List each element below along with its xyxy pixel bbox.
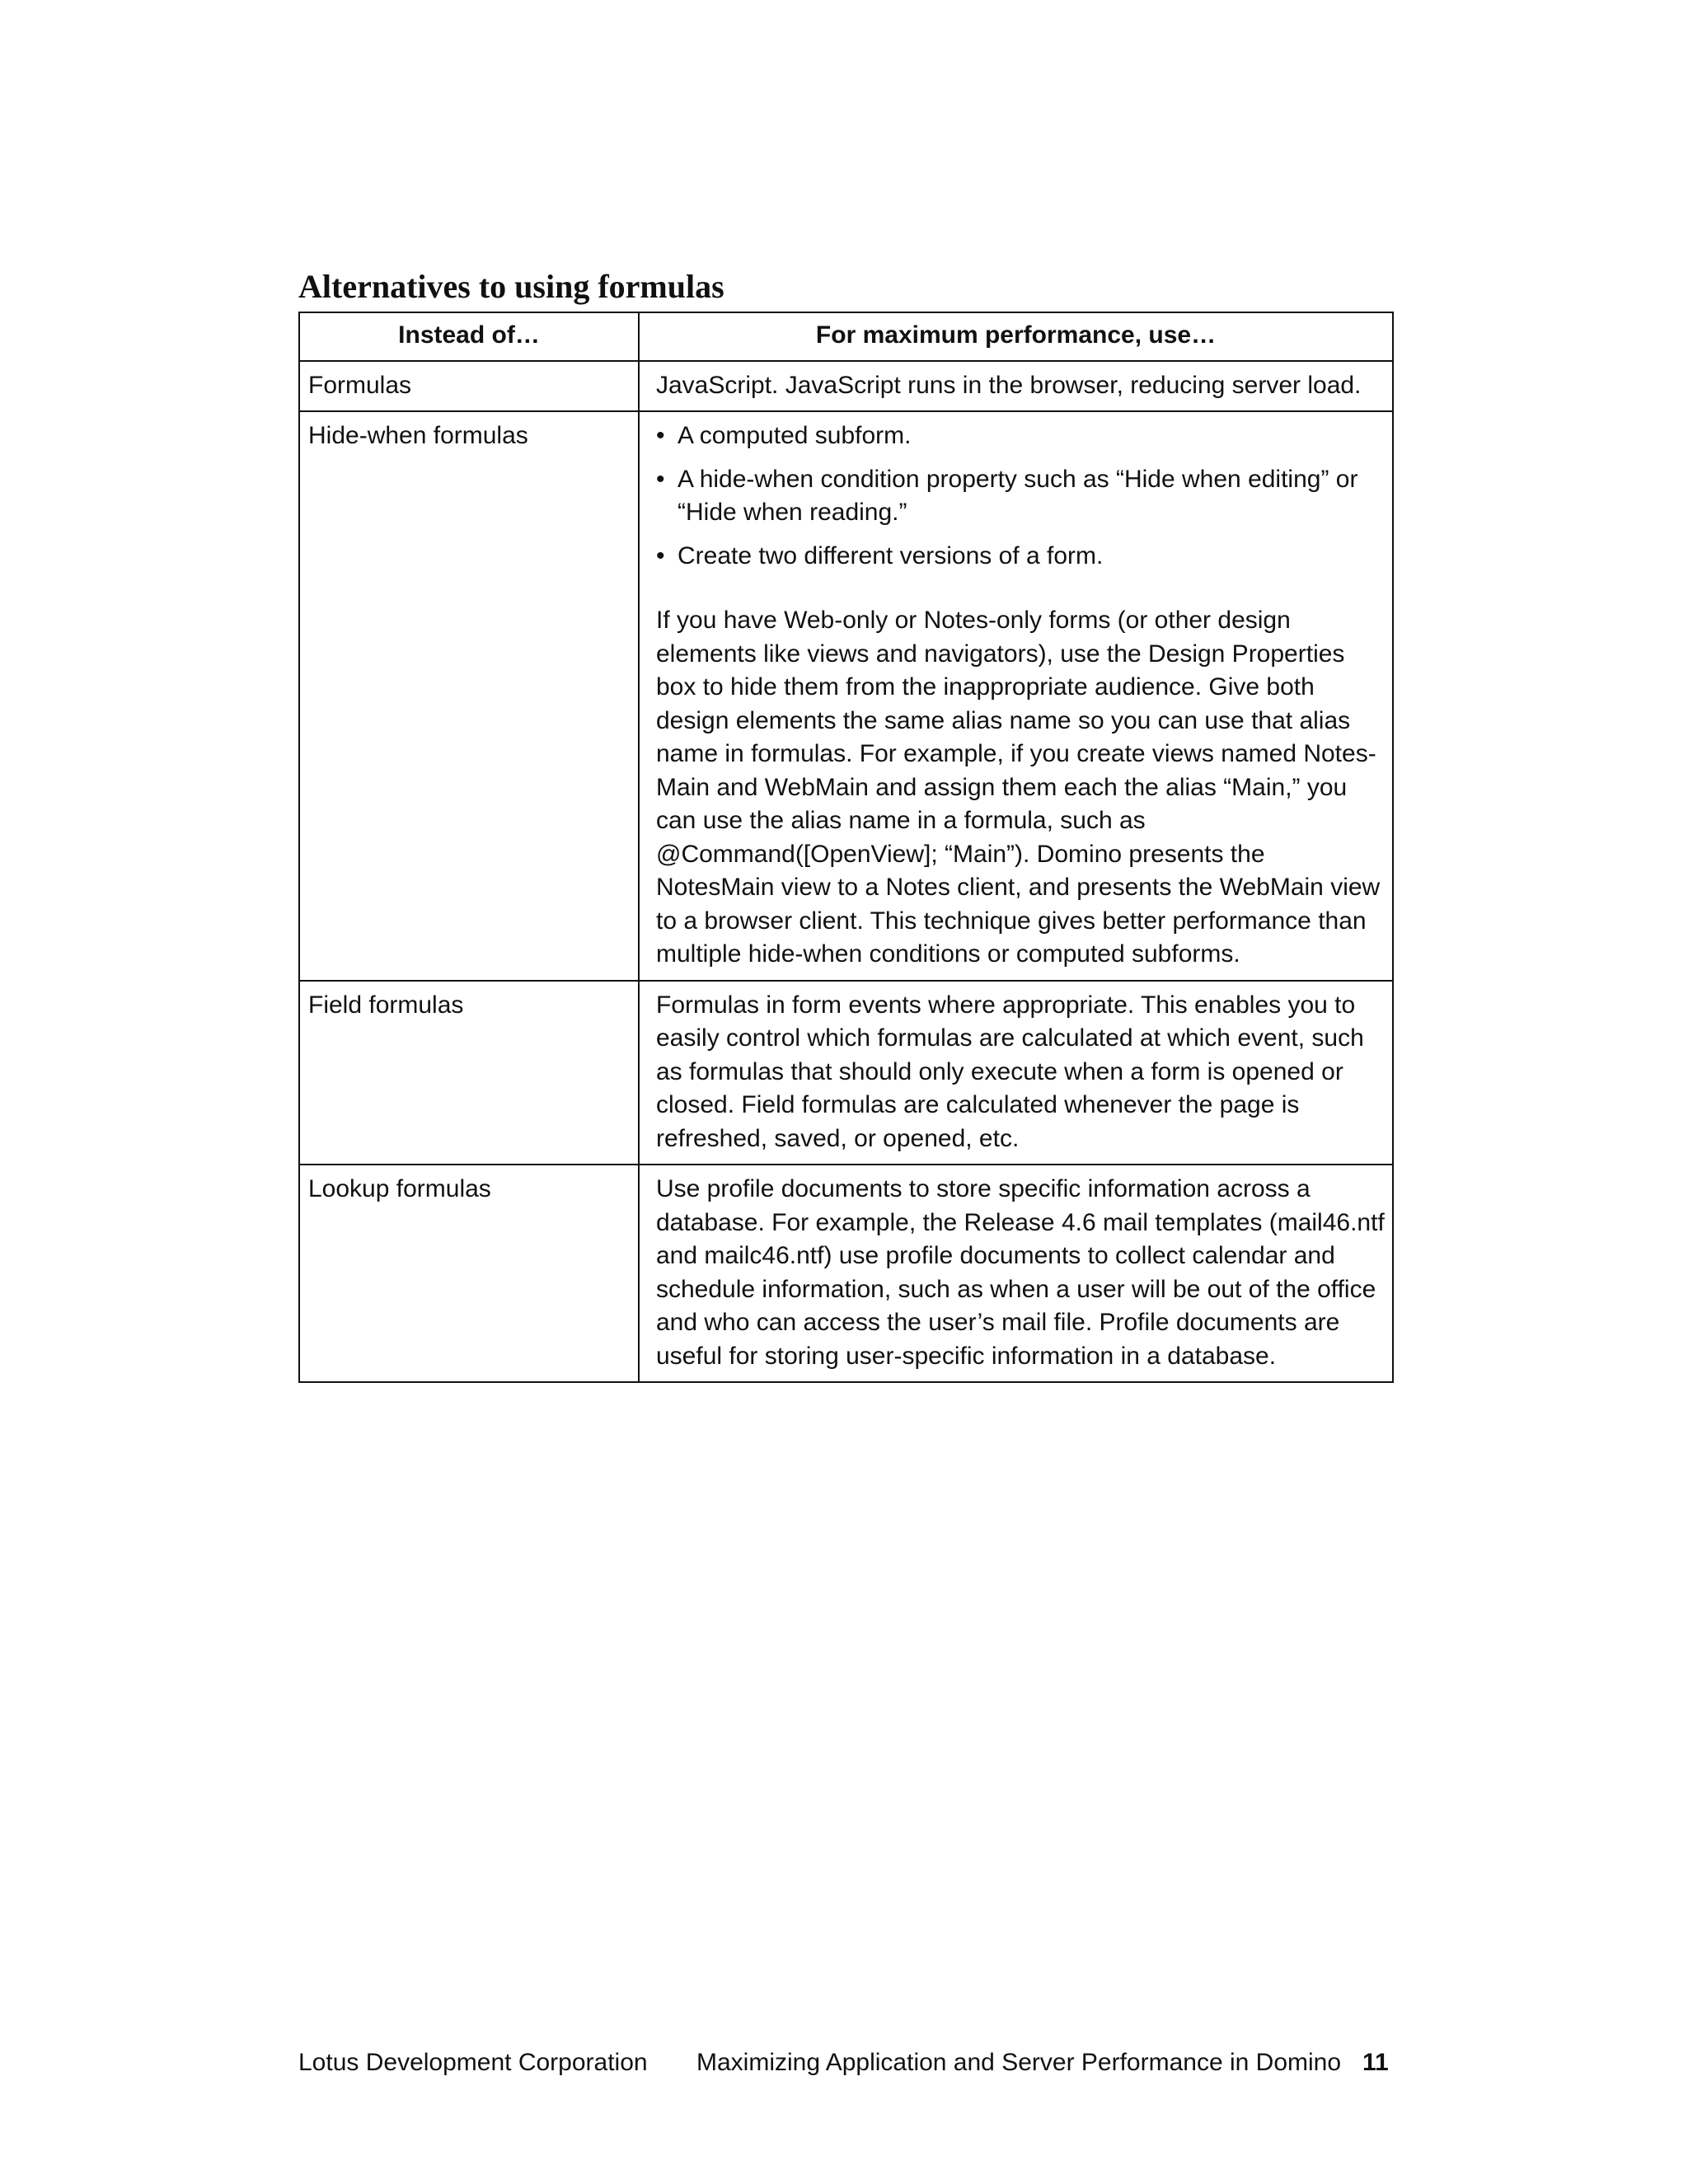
footer-company: Lotus Development Corporation	[298, 2049, 648, 2076]
table-row	[299, 411, 1393, 981]
table-row	[299, 361, 1393, 412]
instead-of-cell: Formulas	[299, 361, 639, 412]
table-row	[299, 981, 1393, 1165]
list-item: • A computed subform.	[656, 419, 1387, 453]
use-cell: Use profile documents to store specific information across a database. For example, the Release 4.6 mail templates (mail46.ntf and mailc46.ntf) use profile documents to collect calendar and schedule information, such as when a user will be out of the office and who can access the user’s mail file. Profile documents are useful for storing user-specific information in a database.	[639, 1165, 1393, 1382]
column-header-use: For maximum performance, use…	[639, 312, 1393, 361]
bullet-list	[656, 419, 1387, 573]
instead-of-cell: Hide-when formulas	[299, 411, 639, 981]
footer-document-title: Maximizing Application and Server Performance in Domino	[696, 2049, 1342, 2076]
list-item: • A hide-when condition property such as “Hide when editing” or “Hide when reading.”	[656, 463, 1387, 530]
use-cell: Formulas in form events where appropriate. This enables you to easily control which formulas are calculated at which event, such as formulas that should only execute when a form is opened or closed. Field formulas are calculated whenever the page is refreshed, saved, or opened, etc.	[639, 981, 1393, 1165]
use-cell: JavaScript. JavaScript runs in the browser, reducing server load.	[639, 361, 1393, 412]
table-row	[299, 1165, 1393, 1382]
alternatives-table	[298, 312, 1394, 1383]
use-paragraph: If you have Web-only or Notes-only forms (or other design elements like views and navigators), use the Design Properties box to hide them from the inappropriate audience. Give both design elements the same alias name so you can use that alias name in formulas. For example, if you create views named Notes-Main and WebMain and assign them each the alias “Main,” you can use the alias name in a formula, such as @Command([OpenView]; “Main”). Domino presents the NotesMain view to a Notes client, and presents the WebMain view to a browser client. This technique gives better performance than multiple hide-when conditions or computed subforms.	[656, 607, 1381, 968]
column-header-instead-of: Instead of…	[299, 312, 639, 361]
list-item: • Create two different versions of a form.	[656, 540, 1387, 574]
instead-of-cell: Field formulas	[299, 981, 639, 1165]
table-header-row	[299, 312, 1393, 361]
section-heading: Alternatives to using formulas	[298, 268, 724, 305]
use-cell	[639, 411, 1393, 981]
instead-of-cell: Lookup formulas	[299, 1165, 639, 1382]
page-number: 11	[1362, 2049, 1389, 2076]
